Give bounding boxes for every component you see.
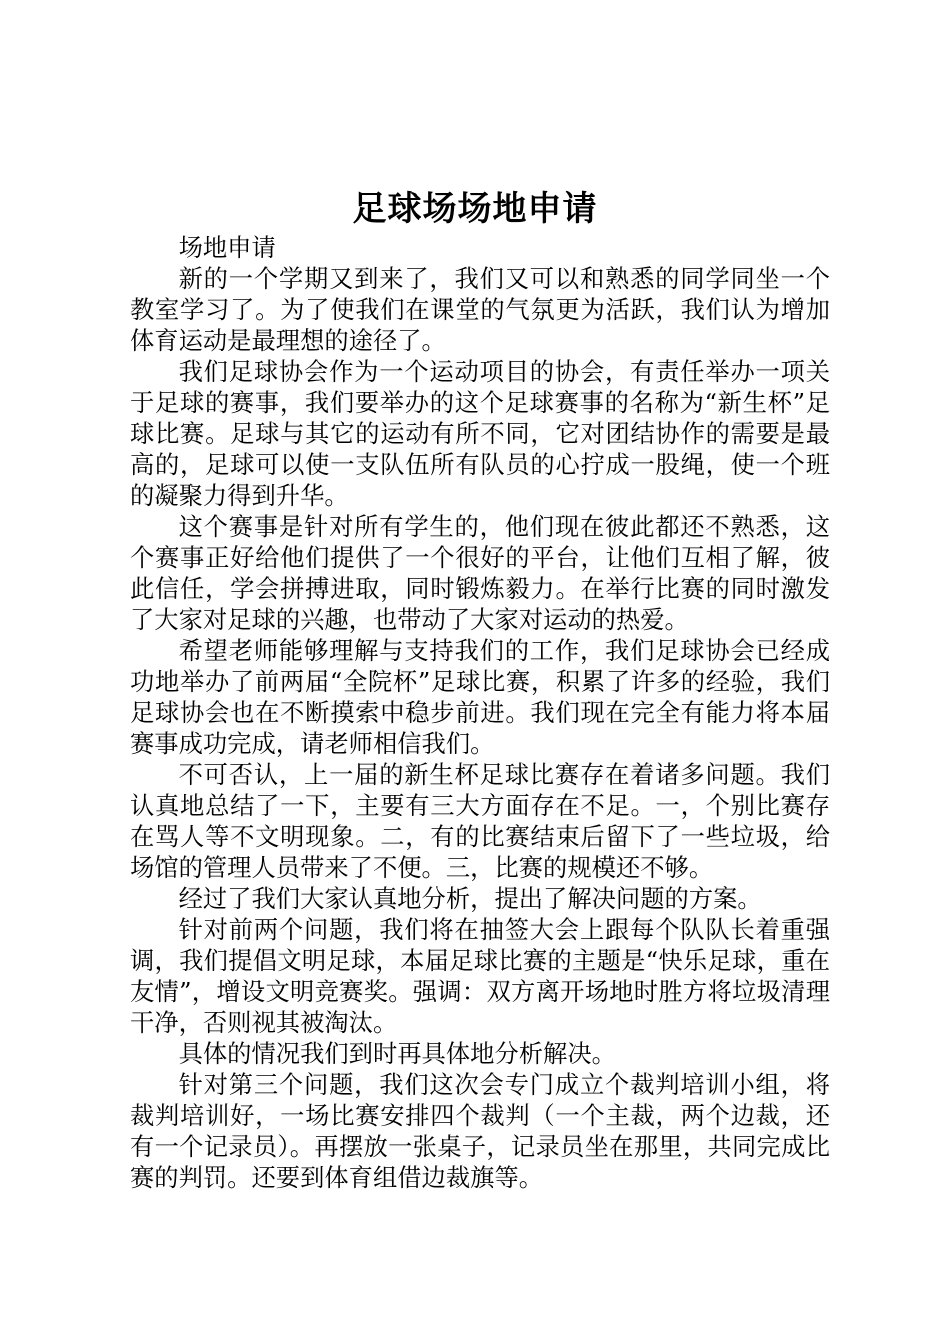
- paragraph: 希望老师能够理解与支持我们的工作，我们足球协会已经成功地举办了前两届“全院杯”足球比赛，积累了许多的经验，我们足球协会也在不断摸索中稳步前进。我们现在完全有能力将本届赛事成功完成，请老师相信我们。: [130, 636, 830, 758]
- paragraph-salutation: 场地申请: [178, 233, 276, 262]
- document-body: [130, 232, 830, 1193]
- paragraph: 针对前两个问题，我们将在抽签大会上跟每个队队长着重强调，我们提倡文明足球，本届足球比赛的主题是“快乐足球，重在友情”，增设文明竞赛奖。强调：双方离开场地时胜方将垃圾清理干净，否则视其被淘汰。: [130, 915, 830, 1037]
- paragraph: 新的一个学期又到来了，我们又可以和熟悉的同学同坐一个教室学习了。为了使我们在课堂的气氛更为活跃，我们认为增加体育运动是最理想的途径了。: [130, 264, 830, 355]
- document-title: 足球场场地申请: [352, 189, 598, 229]
- paragraph: 这个赛事是针对所有学生的，他们现在彼此都还不熟悉，这个赛事正好给他们提供了一个很好的平台，让他们互相了解，彼此信任，学会拼搏进取，同时锻炼毅力。在举行比赛的同时激发了大家对足球的兴趣，也带动了大家对运动的热爱。: [130, 512, 830, 634]
- paragraph: 针对第三个问题，我们这次会专门成立个裁判培训小组，将裁判培训好，一场比赛安排四个裁判（一个主裁，两个边裁，还有一个记录员）。再摆放一张桌子，记录员坐在那里，共同完成比赛的判罚。还要到体育组借边裁旗等。: [130, 1070, 830, 1192]
- paragraph: 不可否认，上一届的新生杯足球比赛存在着诸多问题。我们认真地总结了一下，主要有三大方面存在不足。一，个别比赛存在骂人等不文明现象。二，有的比赛结束后留下了一些垃圾，给场馆的管理人员带来了不便。三，比赛的规模还不够。: [130, 760, 830, 882]
- paragraph: 具体的情况我们到时再具体地分析解决。: [178, 1039, 616, 1068]
- paragraph: 经过了我们大家认真地分析，提出了解决问题的方案。: [178, 884, 762, 913]
- paragraph: 我们足球协会作为一个运动项目的协会，有责任举办一项关于足球的赛事，我们要举办的这个足球赛事的名称为“新生杯”足球比赛。足球与其它的运动有所不同，它对团结协作的需要是最高的，足球可以使一支队伍所有队员的心拧成一股绳，使一个班的凝聚力得到升华。: [130, 357, 830, 510]
